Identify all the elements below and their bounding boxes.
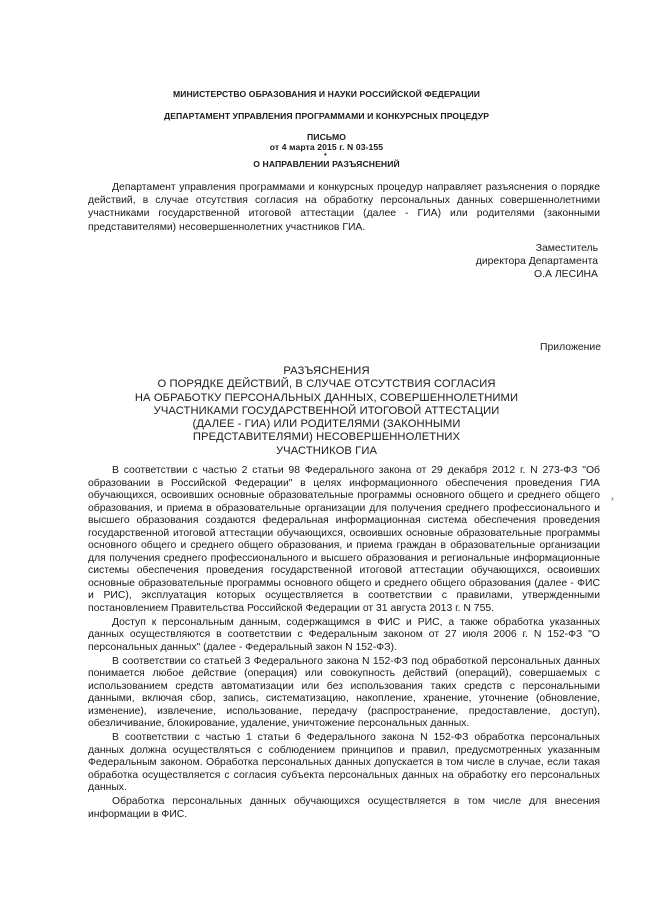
body-paragraph: Обработка персональных данных обучающихся осуществляется в том числе для внесения информации в ФИС. xyxy=(88,795,600,820)
body-paragraph: В соответствии с частью 2 статьи 98 Федерального закона от 29 декабря 2012 г. N 273-ФЗ "Об образовании в Российской Федерации" в целях информационного обеспечения проведения ГИА обучающихся, освоивших основные образовательные программы основного общего и среднего общего образования, и приема в образовательные организации для получения среднего профессионального и высшего образования создаются федеральная информационная система обеспечения проведения государственной итоговой аттестации обучающихся, освоивших основные образовательные программы основного общего и среднего общего образования, и приема граждан в образовательные организации для получения среднего профессионального и высшего образования и региональные информационные системы обеспечения проведения государственной итоговой аттестации обучающихся, освоивших основные образовательные программы основного общего и среднего общего образования (далее - ФИС и РИС), эксплуатация которых осуществляется в соответствии с правилами, утвержденными постановлением Правительства Российской Федерации от 31 августа 2013 г. N 755. xyxy=(88,465,600,615)
scan-margin-mark: › xyxy=(611,494,614,503)
department-heading: ДЕПАРТАМЕНТ УПРАВЛЕНИЯ ПРОГРАММАМИ И КОНКУРСНЫХ ПРОЦЕДУР xyxy=(163,111,490,121)
title-line: НА ОБРАБОТКУ ПЕРСОНАЛЬНЫХ ДАННЫХ, СОВЕРШЕННОЛЕТНИМИ xyxy=(134,391,519,404)
title-line: РАЗЪЯСНЕНИЯ xyxy=(283,365,370,377)
body-paragraph: В соответствии с частью 1 статьи 6 Федерального закона N 152-ФЗ обработка персональных данных должна осуществляться с соблюдением принципов и правил, предусмотренных указанным Федеральным законом. Обработка персональных данных допускается в том числе в случае, если такая обработка осуществляется с согласия субъекта персональных данных на обработку его персональных данных. xyxy=(88,732,600,794)
body-paragraph: В соответствии со статьей 3 Федерального закона N 152-ФЗ под обработкой персональных данных понимается любое действие (операция) или совокупность действий (операций), совершаемых с использованием средств автоматизации или без использования таких средств с персональными данными, включая сбор, запись, систематизацию, накопление, хранение, уточнение (обновление, изменение), извлечение, использование, передачу (распространение, предоставление, доступ), обезличивание, блокирование, удаление, уничтожение персональных данных. xyxy=(88,655,600,730)
scan-dot-mark: • xyxy=(324,150,327,159)
body-text xyxy=(88,465,600,822)
signature-department: директора Департамента xyxy=(475,255,598,267)
signature-name: О.А ЛЕСИНА xyxy=(534,268,598,280)
title-line: УЧАСТНИКАМИ ГОСУДАРСТВЕННОЙ ИТОГОВОЙ АТТЕСТАЦИИ xyxy=(153,404,500,417)
title-line: ПРЕДСТАВИТЕЛЯМИ) НЕСОВЕРШЕННОЛЕТНИХ xyxy=(192,431,461,444)
title-line: О ПОРЯДКЕ ДЕЙСТВИЙ, В СЛУЧАЕ ОТСУТСТВИЯ СОГЛАСИЯ xyxy=(157,378,496,391)
intro-paragraph: Департамент управления программами и конкурсных процедур направляет разъяснения о порядке действий, в случае отсутствия согласия на обработку персональных данных совершеннолетними участниками государственной итоговой аттестации (далее - ГИА) или родителями (законными представителями) несовершеннолетних участников ГИА. xyxy=(88,182,600,233)
appendix-label: Приложение xyxy=(540,342,601,353)
letter-date-number: от 4 марта 2015 г. N 03-155 xyxy=(269,142,384,152)
clarifications-title xyxy=(120,365,533,458)
ministry-heading: МИНИСТЕРСТВО ОБРАЗОВАНИЯ И НАУКИ РОССИЙСКОЙ ФЕДЕРАЦИИ xyxy=(172,89,481,99)
body-paragraph: Доступ к персональным данным, содержащимся в ФИС и РИС, а также обработка указанных данных осуществляются в соответствии с Федеральным законом от 27 июля 2006 г. N 152-ФЗ "О персональных данных" (далее - Федеральный закон N 152-ФЗ). xyxy=(88,616,600,653)
signature-position: Заместитель xyxy=(535,243,598,254)
title-line: (ДАЛЕЕ - ГИА) ИЛИ РОДИТЕЛЯМИ (ЗАКОННЫМИ xyxy=(192,418,461,431)
title-line: УЧАСТНИКОВ ГИА xyxy=(275,444,378,457)
signature-block xyxy=(476,243,598,281)
letter-type-heading: ПИСЬМО xyxy=(307,132,346,142)
letter-subject: О НАПРАВЛЕНИИ РАЗЪЯСНЕНИЙ xyxy=(253,159,400,169)
